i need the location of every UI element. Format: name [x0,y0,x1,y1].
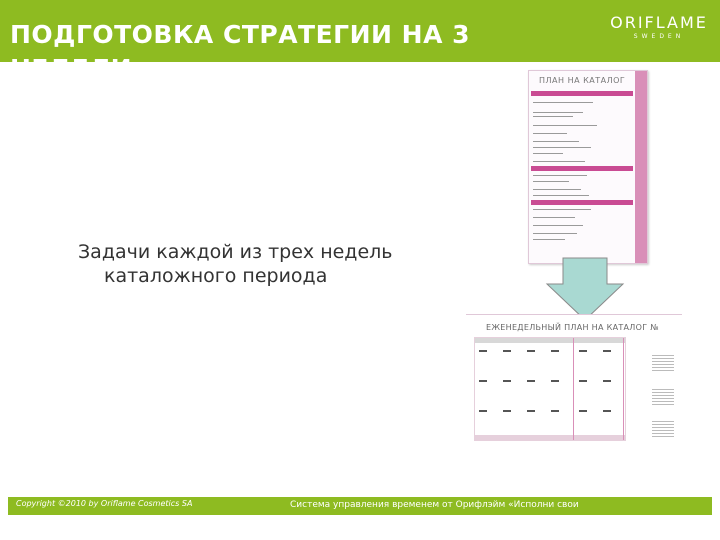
doc-section-bar [531,200,633,205]
weekly-plan-grid [474,337,626,441]
doc-section-bar [531,166,633,171]
doc-line [533,161,585,162]
footer-bar [8,497,712,515]
weekly-plan-thumbnail [466,314,682,441]
doc-line [533,209,591,210]
doc-line [533,181,569,182]
grid-divider [623,338,624,440]
grid-cell-text [603,350,611,352]
weekly-plan-title: ЕЖЕНЕДЕЛЬНЫЙ ПЛАН НА КАТАЛОГ № [486,323,659,332]
mini-calendar [652,387,674,405]
doc-line [533,116,573,117]
down-arrow-icon [545,258,625,322]
doc-line [533,217,575,218]
slide-title: ПОДГОТОВКА СТРАТЕГИИ НА 3 НЕДЕЛИ [10,20,471,83]
grid-divider [573,338,574,440]
logo-name: ORIFLAME [610,13,708,32]
body-text: Задачи каждой из трех недель каталожного периода [78,241,393,287]
grid-header [475,338,625,343]
grid-cell-text [551,410,559,412]
doc-line [533,153,563,154]
grid-footer [475,435,625,440]
doc-line [533,141,579,142]
grid-cell-text [579,410,587,412]
grid-cell-text [527,380,535,382]
footer-system-text: Система управления временем от Орифлэйм «Исполни свои [290,500,579,510]
doc-line [533,175,587,176]
logo-subtitle: SWEDEN [633,33,685,40]
doc-line [533,225,583,226]
grid-cell-text [479,410,487,412]
grid-cell-text [603,410,611,412]
mini-calendar [652,419,674,437]
doc-line [533,102,593,103]
doc-line [533,239,565,240]
catalog-plan-thumbnail [528,70,648,264]
mini-calendar [652,353,674,371]
grid-cell-text [503,410,511,412]
doc-line [533,189,581,190]
doc-section-bar [531,91,633,96]
doc-line [533,147,591,148]
doc-side-stripe [635,71,647,263]
grid-cell-text [503,380,511,382]
doc-line [533,125,597,126]
grid-cell-text [479,350,487,352]
doc-line [533,112,583,113]
catalog-plan-title: ПЛАН НА КАТАЛОГ [539,76,626,85]
doc-line [533,195,589,196]
copyright-text: Copyright ©2010 by Oriflame Cosmetics SA [16,499,193,508]
grid-cell-text [479,380,487,382]
grid-cell-text [603,380,611,382]
doc-line [533,233,577,234]
grid-cell-text [527,350,535,352]
grid-cell-text [579,350,587,352]
grid-cell-text [527,410,535,412]
grid-cell-text [503,350,511,352]
grid-cell-text [551,380,559,382]
doc-line [533,133,567,134]
grid-cell-text [579,380,587,382]
oriflame-logo [604,14,714,41]
grid-cell-text [551,350,559,352]
